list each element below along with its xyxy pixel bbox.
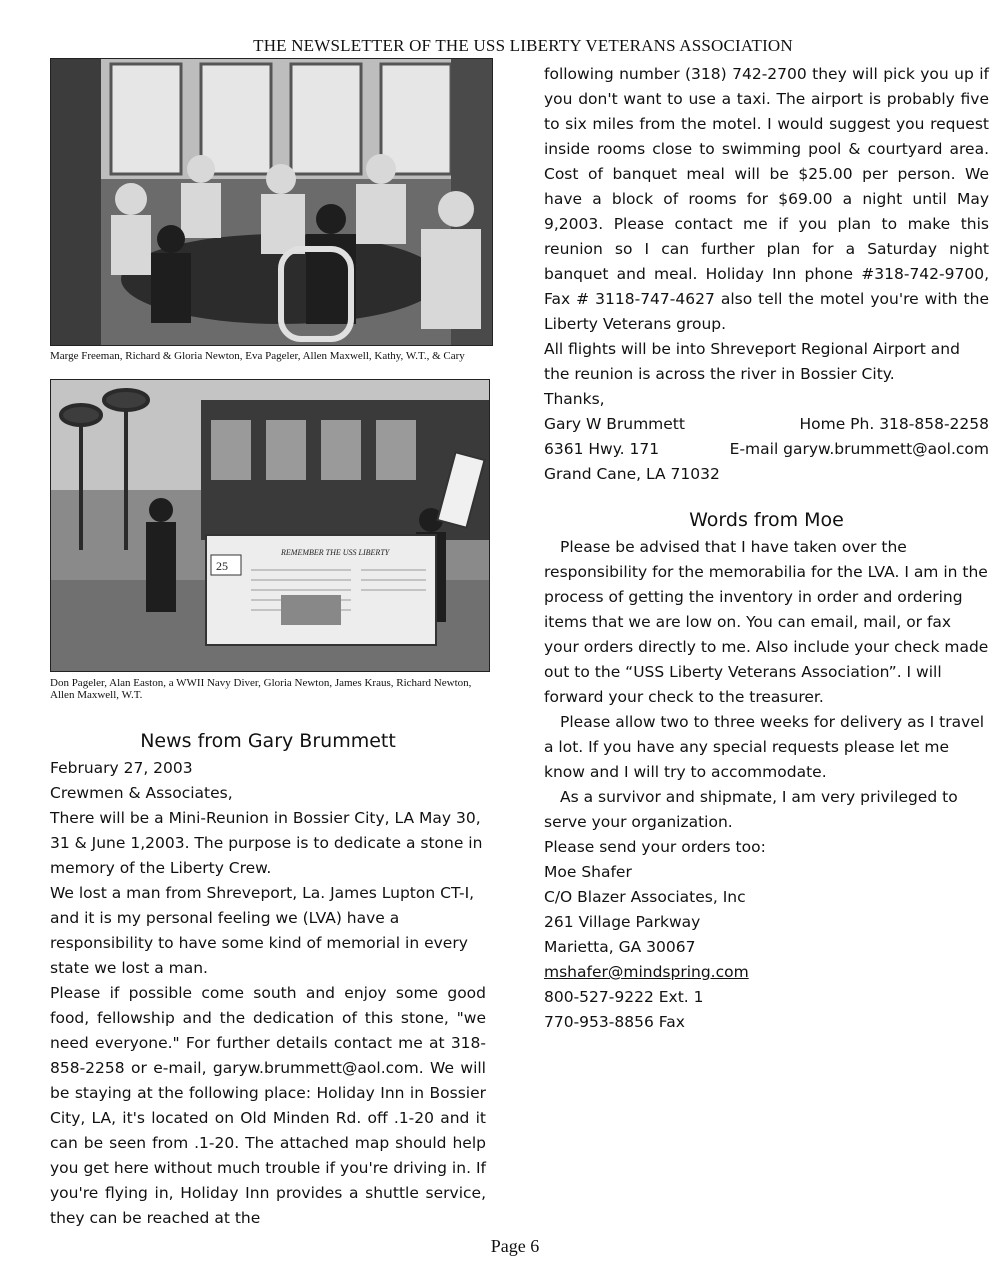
signer-city: Grand Cane, LA 71032 — [544, 465, 720, 483]
home-phone: Home Ph. 318-858-2258 — [799, 415, 989, 433]
moe-name: Moe Shafer — [544, 863, 632, 881]
article-paragraph: Please if possible come south and enjoy some good food, fellowship and the dedication of this stone, "we need everyone." For further details contact me at 318-858-2258 or e-mail, garyw.brummett@aol.com. We will be staying at the following place: Holiday Inn in Bossier City, LA, it's located on Old Minden Rd. off .1-20 and it can be seen from .1-20. The attached map should help you get here without much trouble if you're driving in. If you're flying in, Holiday Inn provides a shuttle service, they can be reached at the — [50, 984, 486, 1227]
contact-row-2 — [544, 437, 989, 462]
contact-row-1 — [544, 412, 989, 437]
banner-slogan: REMEMBER THE USS LIBERTY — [281, 548, 390, 557]
moe-paragraph: Please be advised that I have taken over the responsibility for the memorabilia for the LVA. I am in the process of getting the inventory in order and ordering items that we are low on. You can email, mail, or fax your orders directly to me. Also include your check made out to the “USS Liberty Veterans Association”. I will forward your check to the treasurer. — [544, 538, 989, 706]
thanks-line: Thanks, — [544, 390, 605, 408]
dinner-photo-image — [51, 59, 492, 345]
moe-paragraph: Please allow two to three weeks for delivery as I travel a lot. If you have any special requests please let me know and I will try to accommodate. — [544, 713, 985, 781]
article-continuation: following number (318) 742-2700 they will pick you up if you don't want to use a taxi. The airport is probably five to six miles from the motel. I would suggest you request inside rooms close to swimming pool & courtyard area. Cost of banquet meal will be $25.00 per person. We have a block of rooms for $69.00 a night until May 9,2003. Please contact me if you plan to make this reunion so I can further plan for a Saturday night banquet and meal. Holiday Inn phone #318-742-9700, Fax # 3118-747-4627 also tell the motel you're with the Liberty Veterans group. — [544, 65, 989, 333]
moe-fax: 770-953-8856 Fax — [544, 1013, 685, 1031]
page-number: Page 6 — [490, 1236, 540, 1256]
article-salutation: Crewmen & Associates, — [50, 784, 233, 802]
article-paragraph: We lost a man from Shreveport, La. James Lupton CT-I, and it is my personal feeling we (LVA) have a responsibility to have some kind of memorial in every state we lost a man. — [50, 884, 475, 977]
parade-photo-image — [51, 380, 489, 671]
moe-phone: 800-527-9222 Ext. 1 — [544, 988, 704, 1006]
masthead: THE NEWSLETTER OF THE USS LIBERTY VETERANS ASSOCIATION — [253, 36, 793, 55]
moe-paragraph: As a survivor and shipmate, I am very privileged to serve your organization. — [544, 788, 958, 831]
signer-email: E-mail garyw.brummett@aol.com — [729, 440, 989, 458]
moe-article-heading: Words from Moe — [689, 509, 844, 531]
signer-name: Gary W Brummett — [544, 415, 685, 433]
reunion-dinner-photo — [50, 58, 493, 346]
moe-city: Marietta, GA 30067 — [544, 938, 696, 956]
gary-article-heading: News from Gary Brummett — [140, 730, 396, 752]
flights-paragraph: All flights will be into Shreveport Regional Airport and the reunion is across the river in Bossier City. — [544, 340, 960, 383]
moe-company: C/O Blazer Associates, Inc — [544, 888, 746, 906]
gary-brummett-article — [50, 726, 486, 1231]
banner-parade-photo — [50, 379, 490, 672]
signer-address: 6361 Hwy. 171 — [544, 440, 660, 458]
moe-email-link[interactable]: mshafer@mindspring.com — [544, 963, 749, 981]
right-column — [544, 62, 989, 1035]
moe-street: 261 Village Parkway — [544, 913, 701, 931]
parade-photo-caption: Don Pageler, Alan Easton, a WWII Navy Diver, Gloria Newton, James Kraus, Richard Newton, Allen Maxwell, W.T. — [50, 677, 472, 701]
send-orders-line: Please send your orders too: — [544, 838, 766, 856]
dinner-photo-caption: Marge Freeman, Richard & Gloria Newton, Eva Pageler, Allen Maxwell, Kathy, W.T., & Cary — [50, 350, 465, 362]
article-paragraph: There will be a Mini-Reunion in Bossier City, LA May 30, 31 & June 1,2003. The purpose is to dedicate a stone in memory of the Liberty Crew. — [50, 809, 483, 877]
article-date: February 27, 2003 — [50, 759, 193, 777]
banner-number: 25 — [216, 559, 228, 573]
